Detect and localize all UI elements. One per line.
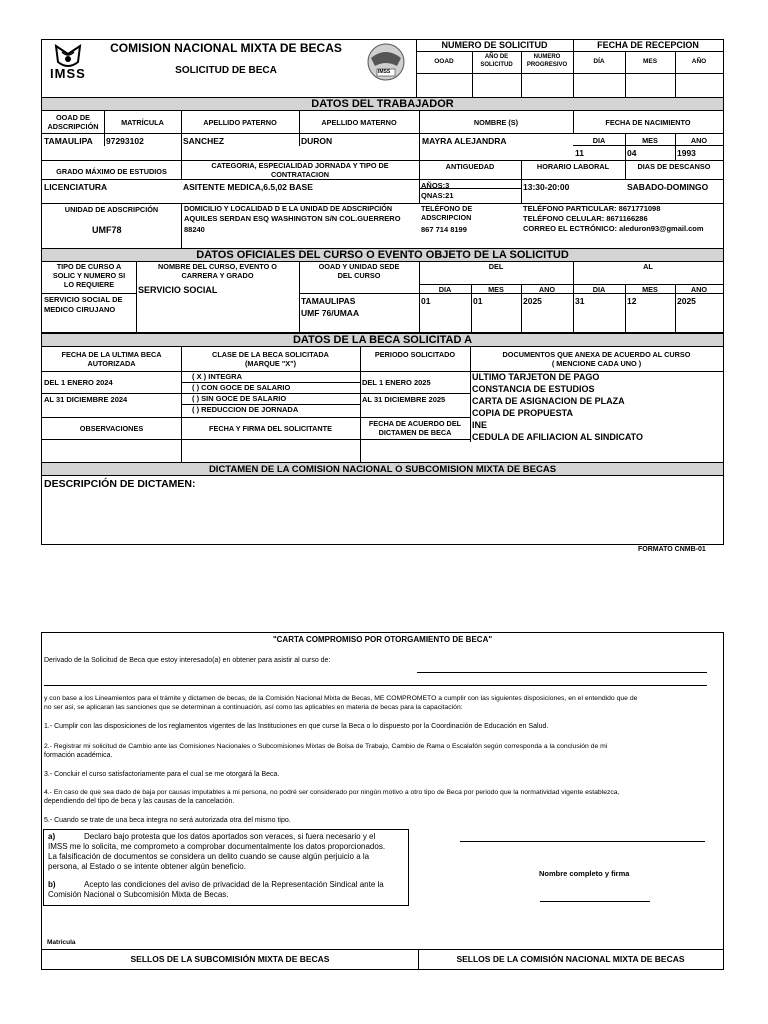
descripcion-dictamen[interactable]: DESCRIPCIÓN DE DICTAMEN:	[44, 478, 196, 490]
h-del: DEL	[488, 262, 504, 271]
del-mes-value[interactable]: 01	[473, 296, 483, 306]
ano-solicitud-label: AÑO DE SOLICITUD	[480, 54, 513, 68]
firma-line[interactable]	[460, 841, 705, 842]
carta-item-2a: 2.- Registrar mi solicitud de Cambio ante las Comisiones Nacionales o Subcomisiones Mixtas de Bolsa de Trabajo, Cambio de Rama o Escalafón según corresponda a la conclusión de mi	[44, 743, 608, 750]
ultima-beca-al[interactable]: AL 31 DICIEMBRE 2024	[44, 395, 128, 404]
h-dias-descanso: DIAS DE DESCANSO	[637, 162, 711, 171]
option-sin-goce[interactable]: ( ) SIN GOCE DE SALARIO	[192, 394, 287, 403]
h-del-mes: MES	[488, 285, 504, 294]
h-nac-ano: ANO	[690, 136, 708, 145]
al-ano-value[interactable]: 2025	[677, 296, 696, 306]
nombre-curso-value[interactable]: SERVICIO SOCIAL	[138, 285, 218, 295]
carta-intro: Derivado de la Solicitud de Beca que estoy interesado(a) en obtener para asistir al curso de:	[44, 657, 331, 664]
carta-item-4a: 4.- En caso de que sea dado de baja por causas imputables a mi persona, no podré ser considerado por ningún motivo a otro tipo de Beca por periodo que la normatividad vigente establezca,	[44, 789, 620, 796]
ooad-label: OOAD	[434, 58, 454, 65]
solicitud-form	[41, 39, 724, 545]
apellido-paterno-value[interactable]: SANCHEZ	[183, 136, 225, 146]
doc-item[interactable]: COPIA DE PROPUESTA	[472, 408, 574, 418]
domicilio-line-1[interactable]: AQUILES SERDAN ESQ WASHINGTON S/N COL.GUERRERO	[184, 214, 401, 223]
sellos-subcomision: SELLOS DE LA SUBCOMISIÓN MIXTA DE BECAS	[130, 954, 330, 964]
carta-item-4b: dependiendo del tipo de beca y las causas de la cancelación.	[44, 798, 235, 805]
h-ooad-adscripcion: OOAD DE ADSCRIPCIÓN	[47, 113, 99, 131]
nombre-value[interactable]: MAYRA ALEJANDRA	[422, 136, 507, 146]
curso-line[interactable]	[417, 672, 707, 673]
al-dia-value[interactable]: 31	[575, 296, 585, 306]
unidad-value[interactable]: UMF78	[92, 225, 122, 235]
anos-value[interactable]: AÑOS:3	[421, 181, 450, 190]
horario-value[interactable]: 13:30-20:00	[523, 182, 570, 192]
declaracion-box	[43, 829, 409, 906]
h-al: AL	[643, 262, 653, 271]
del-dia-value[interactable]: 01	[421, 296, 431, 306]
h-al-mes: MES	[642, 285, 658, 294]
sellos-comision-nacional: SELLOS DE LA COMISIÓN NACIONAL MIXTA DE BECAS	[456, 954, 685, 964]
h-fecha-firma: FECHA Y FIRMA DEL SOLICITANTE	[209, 424, 332, 433]
categoria-value[interactable]: ASITENTE MEDICA,6.5,02 BASE	[183, 182, 313, 192]
declaracion-a-2: IMSS me lo solicita, me comprometo a comprobar documentalmente los datos proporcionados.	[48, 842, 386, 851]
h-al-dia: DIA	[592, 285, 606, 294]
formato-code: FORMATO CNMB-01	[638, 546, 706, 553]
h-apellido-materno: APELLIDO MATERNO	[321, 118, 397, 127]
tipo-curso-value[interactable]: SERVICIO SOCIAL DE MEDICO CIRUJANO	[44, 295, 123, 314]
h-unidad-adscripcion: UNIDAD DE ADSCRIPCIÓN	[64, 205, 159, 214]
declaracion-b-2: Comisión Nacional o Subcomisión Mixta de Becas.	[48, 890, 229, 899]
h-tipo-curso: TIPO DE CURSO A SOLIC Y NUMERO SI LO REQUIERE	[52, 262, 126, 289]
section-curso: DATOS OFICIALES DEL CURSO O EVENTO OBJETO DE LA SOLICITUD	[42, 248, 723, 262]
carta-compromiso	[41, 632, 724, 970]
h-categoria: CATEGORIA, ESPECIALIDAD JORNADA Y TIPO DE CONTRATACION	[211, 161, 389, 179]
ultima-beca-del[interactable]: DEL 1 ENERO 2024	[44, 378, 113, 387]
ooad-value[interactable]: TAMAULIPA	[44, 136, 93, 146]
nac-ano-value[interactable]: 1993	[677, 148, 696, 158]
sede-line-2[interactable]: UMF 76/UMAA	[301, 308, 360, 318]
imss-label: IMSS	[50, 66, 86, 81]
seal-logo	[361, 42, 411, 82]
h-nombre: NOMBRE (S)	[473, 118, 519, 127]
option-reduccion[interactable]: ( ) REDUCCION DE JORNADA	[192, 405, 299, 414]
seal-text: IMSS	[378, 69, 391, 75]
matricula-value[interactable]: 97293102	[106, 136, 144, 146]
doc-item[interactable]: INE	[472, 420, 488, 430]
option-integra[interactable]: ( X ) INTEGRA	[192, 372, 242, 381]
h-domicilio: DOMICILIO Y LOCALIDAD D E LA UNIDAD DE ADSCRIPCIÓN	[184, 204, 393, 213]
h-nac-mes: MES	[642, 136, 658, 145]
nac-mes-value[interactable]: 04	[627, 148, 637, 158]
option-con-goce[interactable]: ( ) CON GOCE DE SALARIO	[192, 383, 291, 392]
carta-item-1: 1.- Cumplir con las disposiciones de los reglamentos vigentes de las Instituciones en que curse la Beca o lo dispuesto por la Coordinación de Educación en Salud.	[44, 723, 549, 730]
periodo-del[interactable]: DEL 1 ENERO 2025	[362, 378, 431, 387]
section-dictamen: DICTAMEN DE LA COMISION NACIONAL O SUBCOMISION MIXTA DE BECAS	[42, 462, 723, 476]
correo-electronico[interactable]: CORREO EL ECTRÓNICO: aleduron93@gmail.com	[523, 224, 704, 233]
declaracion-a-3: La falsificación de documentos se considera un delito cuando se cause algún perjuicio a la	[48, 852, 370, 861]
apellido-materno-value[interactable]: DURON	[301, 136, 333, 146]
carta-item-5: 5.- Cuando se trate de una beca integra no será autorizada otra del mismo tipo.	[44, 817, 291, 824]
declaracion-a-label: a)	[48, 832, 56, 841]
h-fecha-acuerdo: FECHA DE ACUERDO DEL DICTAMEN DE BECA	[368, 419, 462, 437]
grado-value[interactable]: LICENCIATURA	[44, 182, 108, 192]
h-del-dia: DIA	[438, 285, 452, 294]
carta-item-3: 3.- Concluir el curso satisfactoriamente para el cual se me otorgará la Beca.	[44, 771, 280, 778]
telefono-adscripcion-value[interactable]: 867 714 8199	[421, 225, 467, 234]
h-grado-maximo: GRADO MÁXIMO DE ESTUDIOS	[56, 167, 167, 176]
telefono-particular[interactable]: TELÉFONO PARTICULAR: 8671771098	[523, 204, 661, 213]
h-nombre-curso: NOMBRE DEL CURSO, EVENTO O CARRERA Y GRADO	[158, 262, 277, 280]
form-title: COMISION NACIONAL MIXTA DE BECAS	[110, 41, 342, 55]
doc-item[interactable]: CARTA DE ASIGNACION DE PLAZA	[472, 396, 625, 406]
del-ano-value[interactable]: 2025	[523, 296, 542, 306]
section-beca: DATOS DE LA BECA SOLICITAD A	[42, 333, 723, 347]
numero-solicitud-label: NUMERO DE SOLICITUD	[441, 40, 548, 50]
declaracion-a-4: persona, al Estado o se intente obtener algún beneficio.	[48, 862, 246, 871]
h-nac-dia: DIA	[592, 136, 606, 145]
h-clase-beca: CLASE DE LA BECA SOLICITADA (MARQUE "X")	[212, 350, 329, 368]
h-matricula: MATRÍCULA	[121, 118, 164, 127]
carta-base-1: y con base a los Lineamientos para el trámite y dictamen de becas, de la Comisión Nacional Mixta de Becas, ME COMPROMETO a cumplir con las siguientes disposiciones, en el entendido que de	[44, 695, 638, 702]
h-del-ano: ANO	[538, 285, 556, 294]
h-observaciones: OBSERVACIONES	[79, 424, 144, 433]
carta-base-2: no ser asi, se aplicaran las sanciones que se determinan a continuación, así como las aplicables en materia de becas para la capacitación:	[44, 704, 463, 711]
h-horario: HORARIO LABORAL	[536, 162, 610, 171]
doc-item[interactable]: ULTIMO TARJETON DE PAGO	[472, 372, 600, 382]
form-subtitle: SOLICITUD DE BECA	[175, 65, 277, 76]
recepcion-ano-label: AÑO	[691, 58, 707, 65]
doc-item[interactable]: CONSTANCIA DE ESTUDIOS	[472, 384, 595, 394]
nombre-line[interactable]	[540, 901, 650, 902]
recepcion-dia-label: DÍA	[593, 58, 605, 65]
doc-item[interactable]: CEDULA DE AFILIACION AL SINDICATO	[472, 432, 643, 442]
domicilio-line-2[interactable]: 88240	[184, 225, 205, 234]
periodo-al[interactable]: AL 31 DICIEMBRE 2025	[362, 395, 446, 404]
h-sede-curso: OOAD Y UNIDAD SEDE DEL CURSO	[318, 262, 400, 280]
curso-line-2[interactable]	[44, 685, 707, 686]
numero-progresivo-label: NUMERO PROGRESIVO	[526, 54, 568, 68]
h-al-ano: ANO	[690, 285, 708, 294]
nombre-firma-label: Nombre completo y firma	[539, 869, 630, 878]
h-fecha-nacimiento: FECHA DE NACIMIENTO	[605, 118, 691, 127]
h-apellido-paterno: APELLIDO PATERNO	[203, 118, 277, 127]
h-ultima-beca: FECHA DE LA ULTIMA BECA AUTORIZADA	[61, 350, 162, 368]
carta-item-2b: formación académica.	[44, 752, 113, 759]
fecha-recepcion-label: FECHA DE RECEPCION	[597, 40, 699, 50]
telefono-celular[interactable]: TELÉFONO CELULAR: 8671166286	[523, 214, 648, 223]
al-mes-value[interactable]: 12	[627, 296, 637, 306]
nac-dia-value[interactable]: 11	[575, 148, 584, 158]
section-trabajador: DATOS DEL TRABAJADOR	[42, 97, 723, 111]
recepcion-mes-label: MES	[642, 58, 658, 65]
descanso-value[interactable]: SABADO-DOMINGO	[627, 182, 709, 192]
h-periodo-solicitado: PERIODO SOLICITADO	[374, 350, 456, 359]
h-telefono-adscripcion: TELÉFONO DE ADSCRIPCION	[421, 204, 473, 222]
sede-line-1[interactable]: TAMAULIPAS	[301, 296, 356, 306]
declaracion-a-1: Declaro bajo protesta que los datos aportados son veraces, si fuera necesario y el	[84, 832, 376, 841]
matricula-label: Matricula	[47, 939, 76, 946]
qnas-value[interactable]: QNAS:21	[421, 191, 454, 200]
declaracion-b-1: Acepto las condiciones del aviso de privacidad de la Representación Sindical ante la	[84, 880, 384, 889]
declaracion-b-label: b)	[48, 880, 56, 889]
h-antiguedad: ANTIGUEDAD	[445, 162, 495, 171]
carta-title: "CARTA COMPROMISO POR OTORGAMIENTO DE BECA"	[272, 635, 493, 644]
h-documentos: DOCUMENTOS QUE ANEXA DE ACUERDO AL CURSO ( MENCIONE CADA UNO )	[502, 350, 691, 368]
